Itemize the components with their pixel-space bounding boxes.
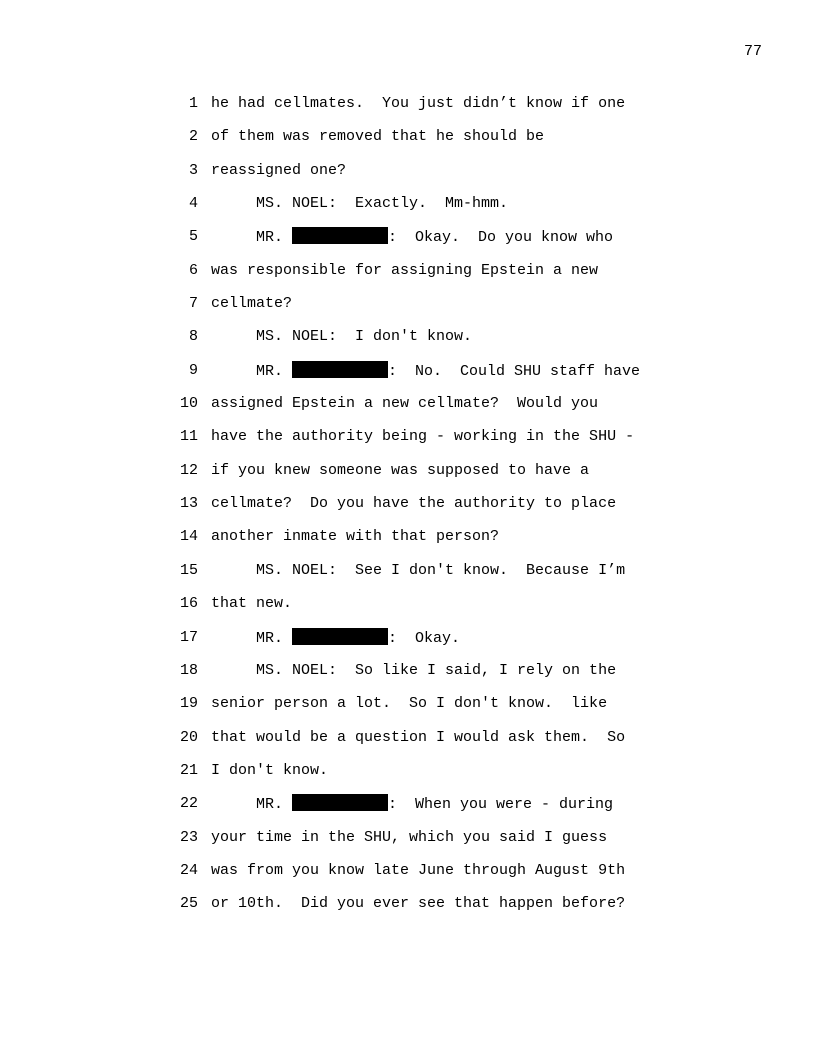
line-text	[211, 694, 607, 714]
transcript-line	[0, 661, 816, 694]
line-number: 17	[179, 628, 198, 646]
text-segment: MS. NOEL: See I don't know. Because I’m	[211, 561, 626, 579]
transcript-line	[0, 761, 816, 794]
line-number: 10	[179, 395, 198, 413]
line-text	[211, 394, 598, 414]
line-text	[211, 661, 616, 681]
text-segment: MR.	[211, 362, 293, 380]
line-text	[211, 461, 589, 481]
line-number: 8	[188, 328, 198, 346]
text-segment: I don't know.	[211, 761, 329, 779]
line-text	[211, 527, 499, 547]
line-number: 20	[179, 728, 198, 746]
line-text	[211, 828, 607, 848]
text-segment: have the authority being - working in the SHU -	[211, 428, 635, 446]
line-number: 6	[188, 261, 198, 279]
text-segment: of them was removed that he should be	[211, 128, 545, 146]
text-segment: that would be a question I would ask them. So	[211, 728, 626, 746]
line-number: 21	[179, 761, 198, 779]
line-number: 23	[179, 828, 198, 846]
redaction-block	[292, 794, 388, 811]
transcript-line	[0, 427, 816, 460]
text-segment: : No. Could SHU staff have	[388, 362, 641, 380]
line-text	[211, 761, 328, 781]
transcript-line	[0, 694, 816, 727]
transcript-line	[0, 161, 816, 194]
page-number: 77	[743, 43, 762, 60]
line-number: 14	[179, 528, 198, 546]
text-segment: MR.	[211, 629, 293, 647]
line-number: 2	[188, 128, 198, 146]
text-segment: another inmate with that person?	[211, 528, 500, 546]
text-segment: he had cellmates. You just didn’t know if one	[211, 95, 626, 112]
line-text	[211, 127, 544, 147]
text-segment: was from you know late June through August 9th	[211, 861, 626, 879]
transcript-line	[0, 94, 816, 127]
text-segment: your time in the SHU, which you said I guess	[211, 828, 608, 846]
transcript-line	[0, 227, 816, 260]
transcript-line	[0, 894, 816, 927]
text-segment: MS. NOEL: Exactly. Mm-hmm.	[211, 195, 509, 213]
text-segment: or 10th. Did you ever see that happen before?	[211, 895, 626, 913]
text-segment: : Okay. Do you know who	[388, 229, 614, 247]
text-segment: reassigned one?	[211, 161, 347, 179]
text-segment: : Okay.	[388, 629, 461, 647]
transcript-line	[0, 361, 816, 394]
text-segment: was responsible for assigning Epstein a new	[211, 261, 599, 279]
text-segment: : When you were - during	[388, 796, 614, 814]
transcript-line	[0, 861, 816, 894]
transcript-line	[0, 494, 816, 527]
line-number: 11	[179, 428, 198, 446]
line-text	[211, 261, 598, 281]
line-number: 16	[179, 595, 198, 613]
transcript-line	[0, 461, 816, 494]
text-segment: MR.	[211, 229, 293, 247]
line-text	[211, 361, 640, 382]
transcript-line	[0, 394, 816, 427]
line-number: 18	[179, 661, 198, 679]
line-text	[211, 861, 625, 881]
line-text	[211, 94, 625, 114]
line-number: 25	[179, 895, 198, 913]
line-text	[211, 561, 625, 581]
transcript-line	[0, 527, 816, 560]
text-segment: cellmate? Do you have the authority to place	[211, 495, 617, 513]
line-text	[211, 327, 472, 347]
line-text	[211, 794, 613, 815]
line-text	[211, 594, 292, 614]
transcript-line	[0, 828, 816, 861]
line-number: 3	[188, 161, 198, 179]
transcript-line	[0, 294, 816, 327]
text-segment: cellmate?	[211, 295, 293, 313]
text-segment: senior person a lot. So I don't know. like	[211, 695, 608, 713]
text-segment: that new.	[211, 595, 293, 613]
line-number: 22	[179, 795, 198, 813]
transcript-line	[0, 728, 816, 761]
line-number: 9	[188, 361, 198, 379]
redaction-block	[292, 361, 388, 378]
transcript-line	[0, 561, 816, 594]
line-text	[211, 494, 616, 514]
line-text	[211, 294, 292, 314]
text-segment: MS. NOEL: So like I said, I rely on the	[211, 661, 617, 679]
text-segment: MS. NOEL: I don't know.	[211, 328, 473, 346]
transcript-line	[0, 127, 816, 160]
transcript-body	[0, 94, 816, 928]
line-text	[211, 728, 625, 748]
text-segment: assigned Epstein a new cellmate? Would you	[211, 395, 599, 413]
line-number: 1	[188, 95, 198, 112]
transcript-line	[0, 594, 816, 627]
redaction-block	[292, 227, 388, 244]
line-text	[211, 427, 634, 447]
line-text	[211, 894, 625, 914]
text-segment: if you knew someone was supposed to have a	[211, 461, 590, 479]
line-number: 5	[188, 228, 198, 246]
text-segment: MR.	[211, 796, 293, 814]
line-number: 12	[179, 461, 198, 479]
line-text	[211, 628, 460, 649]
line-number: 19	[179, 695, 198, 713]
line-text	[211, 194, 508, 214]
line-text	[211, 161, 346, 181]
line-number: 7	[188, 295, 198, 313]
transcript-line	[0, 327, 816, 360]
line-number: 15	[179, 561, 198, 579]
transcript-line	[0, 794, 816, 827]
transcript-line	[0, 261, 816, 294]
redaction-block	[292, 628, 388, 645]
line-number: 24	[179, 861, 198, 879]
line-text	[211, 227, 613, 248]
transcript-line	[0, 628, 816, 661]
line-number: 4	[188, 195, 198, 213]
line-number: 13	[179, 495, 198, 513]
transcript-line	[0, 194, 816, 227]
